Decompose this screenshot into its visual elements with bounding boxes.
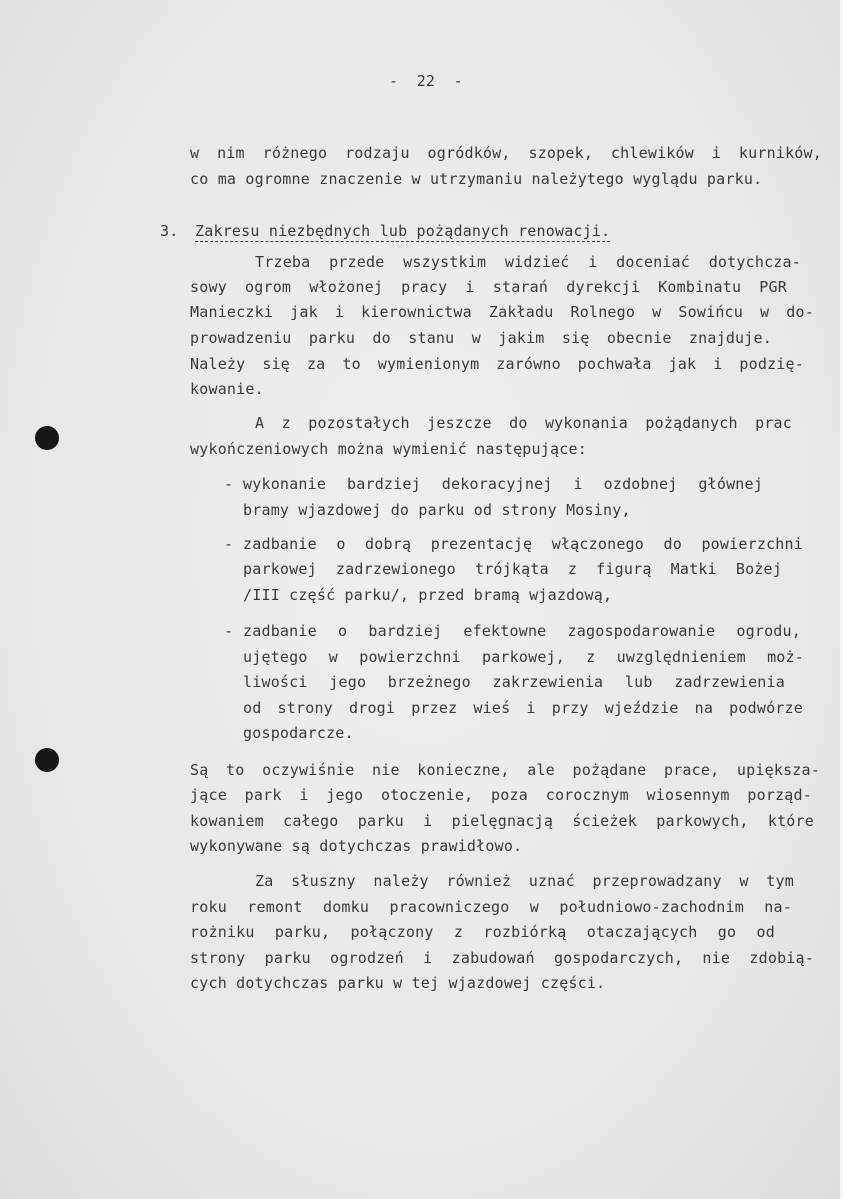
text-line: cych dotychczas parku w tej wjazdowej części. — [190, 974, 606, 992]
text-line: strony parku ogrodzeń i zabudowań gospodarczych, nie zdobią- — [190, 949, 814, 967]
text-line: wykończeniowych można wymienić następujące: — [190, 440, 587, 458]
text-line: co ma ogromne znaczenie w utrzymaniu należytego wyglądu parku. — [190, 170, 763, 188]
bullet-dash: - — [224, 535, 234, 553]
text-line: sowy ogrom włożonej pracy i starań dyrekcji Kombinatu PGR — [190, 278, 787, 296]
punch-hole-bottom — [35, 748, 59, 772]
text-line: Trzeba przede wszystkim widzieć i doceniać dotychcza- — [255, 253, 801, 271]
bullet-line: od strony drogi przez wieś i przy wjeździe na podwórze — [243, 699, 803, 717]
bullet-line: zadbanie o dobrą prezentację włączonego do powierzchni — [243, 535, 803, 553]
bullet-line: zadbanie o bardziej efektowne zagospodarowanie ogrodu, — [243, 622, 801, 640]
text-line: Za słuszny należy również uznać przeprowadzany w tym — [255, 872, 794, 890]
text-line: A z pozostałych jeszcze do wykonania pożądanych prac — [255, 414, 792, 432]
text-line: Są to oczywiśnie nie konieczne, ale pożądane prace, upiększa- — [190, 761, 820, 779]
bullet-line: gospodarcze. — [243, 724, 354, 742]
bullet-line: ujętego w powierzchni parkowej, z uwzględnieniem moż- — [243, 648, 804, 666]
text-line: prowadzeniu parku do stanu w jakim się obecnie znajduje. — [190, 329, 772, 347]
page-number: - 22 - — [389, 72, 463, 90]
text-line: Manieczki jak i kierownictwa Zakładu Rolnego w Sowińcu w do- — [190, 303, 814, 321]
text-line: Należy się za to wymienionym zarówno pochwała jak i podzię- — [190, 355, 804, 373]
text-line: roku remont domku pracowniczego w południowo-zachodnim na- — [190, 898, 792, 916]
bullet-line: bramy wjazdowej do parku od strony Mosiny, — [243, 501, 631, 519]
text-line: jące park i jego otoczenie, poza corocznym wiosennym porząd- — [190, 786, 812, 804]
section-heading — [195, 223, 610, 239]
text-line: rożniku parku, połączony z rozbiórką otaczających go od — [190, 923, 775, 941]
text-line: kowanie. — [190, 380, 264, 398]
bullet-line: wykonanie bardziej dekoracyjnej i ozdobnej głównej — [243, 475, 763, 493]
bullet-line: liwości jego brzeżnego zakrzewienia lub zadrzewienia — [243, 673, 785, 691]
section-heading-text: Zakresu niezbędnych lub pożądanych renowacji. — [195, 222, 611, 240]
bullet-line: /III część parku/, przed bramą wjazdową, — [243, 586, 613, 604]
text-line: kowaniem całego parku i pielęgnacją ścieżek parkowych, które — [190, 812, 814, 830]
text-line: w nim różnego rodzaju ogródków, szopek, chlewików i kurników, — [190, 144, 822, 162]
section-number: 3. — [160, 222, 179, 240]
text-line: wykonywane są dotychczas prawidłowo. — [190, 837, 523, 855]
bullet-line: parkowej zadrzewionego trójkąta z figurą Matki Bożej — [243, 560, 782, 578]
bullet-dash: - — [224, 622, 234, 640]
punch-hole-top — [35, 426, 59, 450]
bullet-dash: - — [224, 475, 234, 493]
